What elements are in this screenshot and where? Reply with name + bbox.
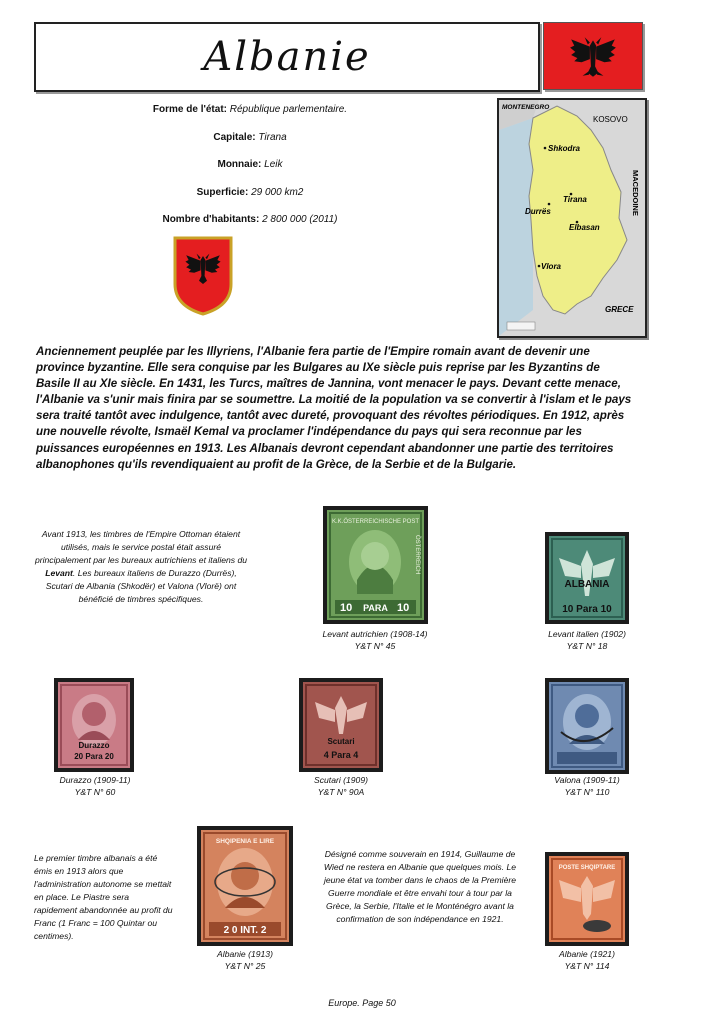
country-facts — [60, 104, 440, 242]
svg-text:4 Para 4: 4 Para 4 — [323, 750, 359, 760]
stamp-albanie-1913 — [197, 826, 293, 946]
page-title-box — [34, 22, 540, 92]
map-label-shkodra: Shkodra — [548, 144, 581, 153]
map-label-montenegro: MONTENEGRO — [502, 104, 550, 111]
stamp-valona — [545, 678, 629, 774]
intro-paragraph: Anciennement peuplée par les Illyriens, l'Albanie fera partie de l'Empire romain avant de devenir une province byzantine. Elle sera conquise par les Bulgares au IXe siècle puis reprise par les Byzantins de Basile II au XIe siècle. En 1431, les Turcs, maîtres de Jannina, vont menacer le pays. Devant cette menace, l'Albanie va s'unir mais finira par se soumettre. La moitié de la population va se convertir à l'islam et le pays sera traité tantôt avec indulgence, tantôt avec dureté, provoquant des révoltes périodiques. En 1912, après une nouvelle révolte, Ismaël Kemal va proclamer l'indépendance du pays qui sera reconnue par les puissances européennes en 1913. Les Albanais devront cependant abandonner une partie des territoires albanophones qu'ils revendiquaient au profit de la Grèce, de la Serbie et de la Bulgarie. — [36, 345, 632, 471]
fact-form: Forme de l'état: République parlementaire. — [152, 104, 348, 115]
svg-text:SHQIPENIA E LIRE: SHQIPENIA E LIRE — [215, 838, 275, 845]
note-first-stamp: Le premier timbre albanais a été émis en 1913 alors que l'administration autonome se mettait en place. Le Piastre sera rapidement abandonnée au profit du Franc (1 Franc = 100 Quintar ou centimes). — [34, 853, 173, 941]
map-label-durres: Durrës — [525, 207, 551, 216]
stamp-levant-autrichien — [323, 506, 428, 624]
svg-text:Durazzo: Durazzo — [78, 741, 110, 750]
stamp-durazzo-caption: Durazzo (1909-11) Y&T N° 60 — [59, 775, 131, 797]
double-headed-eagle-icon — [567, 30, 619, 82]
albania-map — [497, 98, 647, 338]
svg-text:10: 10 — [397, 602, 410, 614]
map-label-kosovo: KOSOVO — [593, 115, 628, 124]
fact-area: Superficie: 29 000 km2 — [196, 186, 304, 198]
stamp-scutari — [299, 678, 383, 772]
svg-text:10 Para 10: 10 Para 10 — [562, 604, 612, 615]
svg-text:POSTE SHQIPTARE: POSTE SHQIPTARE — [558, 865, 616, 871]
map-label-tirana: Tirana — [563, 195, 587, 204]
stamp-scutari-caption: Scutari (1909) Y&T N° 90A — [314, 775, 368, 797]
svg-text:20 Para 20: 20 Para 20 — [74, 752, 114, 761]
fact-population: Nombre d'habitants: 2 800 000 (2011) — [162, 214, 338, 225]
map-label-elbasan: Elbasan — [569, 223, 600, 232]
svg-text:10: 10 — [340, 602, 353, 614]
svg-text:K.K.ÖSTERREICHISCHE POST: K.K.ÖSTERREICHISCHE POST — [331, 519, 420, 525]
stamp-albanie-1913-caption: Albanie (1913) Y&T N° 25 — [217, 949, 273, 971]
stamp-levant-italien-caption: Levant italien (1902) Y&T N° 18 — [548, 629, 626, 651]
albania-flag — [543, 22, 643, 90]
svg-text:2 0 INT. 2: 2 0 INT. 2 — [223, 925, 267, 936]
fact-capital: Capitale: Tirana — [213, 131, 287, 143]
fact-currency: Monnaie: Leik — [217, 159, 283, 170]
stamp-levant-italien — [545, 532, 629, 624]
svg-text:PARA: PARA — [363, 603, 388, 613]
svg-text:Scutari: Scutari — [327, 737, 355, 746]
note-guillaume-de-wied: Désigné comme souverain en 1914, Guillaume de Wied ne restera en Albanie que quelques mois. Le jeune état va tomber dans le chaos de la Première Guerre mondiale et être envahi tour à tour par la Grèce, la Serbie, l'Italie et le Monténégro avant la confirmation de son indépendance en 1921. — [323, 849, 517, 924]
coat-of-arms — [173, 236, 233, 316]
svg-text:ALBANIA: ALBANIA — [564, 579, 610, 590]
map-label-greece: GRECE — [605, 305, 634, 314]
map-label-macedonia: MACEDOINE — [631, 170, 640, 216]
stamp-valona-caption: Valona (1909-11) Y&T N° 110 — [554, 775, 620, 797]
map-label-vlora: Vlora — [541, 262, 562, 271]
stamp-albanie-1921 — [545, 852, 629, 946]
page-title: Albanie — [203, 34, 371, 80]
svg-text:ÖSTERREICH: ÖSTERREICH — [414, 535, 420, 575]
stamp-albanie-1921-caption: Albanie (1921) Y&T N° 114 — [559, 949, 615, 971]
stamp-levant-autrichien-caption: Levant autrichien (1908-14) Y&T N° 45 — [322, 629, 428, 651]
note-levant: Avant 1913, les timbres de l'Empire Ottoman étaient utilisés, mais le service postal était assuré principalement par les bureaux autrichiens et italiens du Levant. Les bureaux italiens de Durazzo (Durrës), Scutari de Albania (Shkodër) et Valona (Vlorë) ont bénéficié de timbres spécifiques. — [34, 529, 248, 604]
page-footer: Europe. Page 50 — [328, 998, 396, 1008]
stamp-durazzo — [54, 678, 134, 772]
